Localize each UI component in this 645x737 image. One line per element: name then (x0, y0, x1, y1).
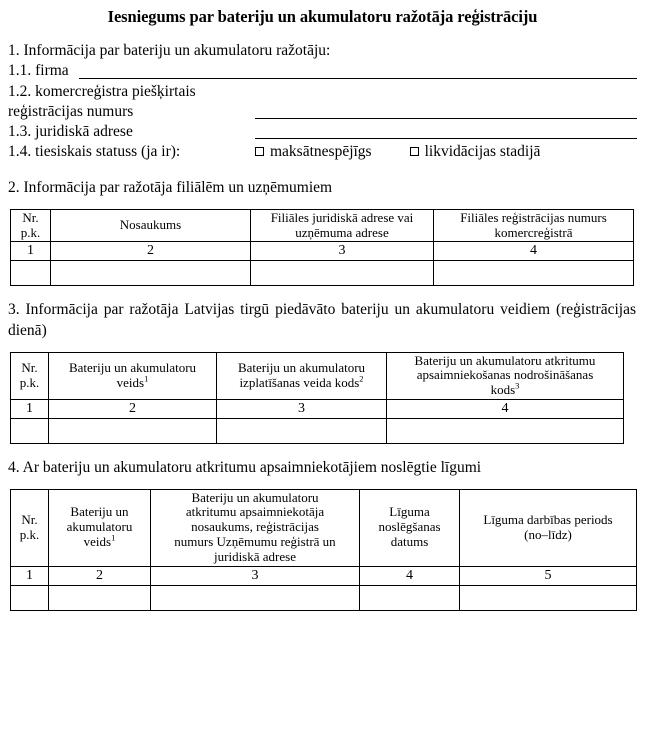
table-header-distribution-code (217, 352, 387, 399)
section-1-heading: 1. Informācija par bateriju un akumulatoru ražotāju: (8, 41, 331, 59)
section-2 (8, 178, 637, 286)
header-line-with-sup (51, 532, 148, 550)
footnote-marker: 1 (111, 532, 116, 543)
header-line: Nr. (22, 209, 39, 225)
header-line: komercreģistrā (494, 224, 573, 240)
header-line: Līguma darbības periods (483, 511, 613, 527)
header-line: veids (116, 374, 145, 390)
column-number: 2 (51, 242, 251, 261)
section-2-table-wrap (8, 209, 637, 287)
table-header-operator-details (151, 489, 360, 566)
section-4 (8, 458, 637, 611)
table-cell-empty[interactable] (49, 419, 217, 444)
header-line: p.k. (19, 526, 40, 542)
header-line: noslēgšanas (378, 519, 441, 535)
table-cell-empty[interactable] (360, 585, 460, 610)
table-branches (10, 209, 634, 287)
table-row (11, 585, 637, 610)
header-line: veids (83, 534, 112, 550)
section-3-heading: 3. Informācija par ražotāja Latvijas tirgū piedāvāto bateriju un akumulatoru veidiem (reģistrācijas dienā) (8, 301, 636, 339)
field-input-firma[interactable] (79, 78, 637, 79)
header-line: Nr. (21, 359, 38, 375)
header-line-with-sup (219, 373, 384, 391)
table-cell-empty[interactable] (434, 261, 634, 286)
header-line: nosaukums, reģistrācijas (191, 519, 319, 535)
header-line: kods (490, 382, 516, 398)
table-header-row (11, 489, 637, 566)
field-label-registration-line1: 1.2. komercreģistra piešķirtais (8, 82, 196, 100)
checkbox-label-liquidation: likvidācijas stadijā (424, 142, 541, 160)
column-number: 1 (11, 400, 49, 419)
header-line: uzņēmuma adrese (295, 224, 389, 240)
table-cell-empty[interactable] (11, 585, 49, 610)
header-line: Bateriju un (70, 504, 129, 520)
checkbox-icon[interactable] (410, 147, 419, 156)
table-row (11, 419, 624, 444)
header-line: Filiāles juridiskā adrese vai (270, 209, 414, 225)
document-page (0, 7, 645, 737)
field-input-registration[interactable] (255, 118, 637, 119)
column-number: 4 (387, 400, 624, 419)
header-line: p.k. (19, 374, 40, 390)
table-cell-empty[interactable] (217, 419, 387, 444)
field-row-registration (8, 102, 637, 122)
header-line: datums (390, 534, 429, 550)
table-header-nr (11, 209, 51, 242)
header-line: apsaimniekošanas nodrošināšanas (416, 367, 594, 383)
column-number: 5 (460, 566, 637, 585)
header-line: juridiskā adrese (214, 548, 296, 564)
table-cell-empty[interactable] (460, 585, 637, 610)
header-line: Nr. (21, 511, 38, 527)
table-number-row (11, 400, 624, 419)
field-row-legal-status (8, 142, 637, 162)
checkbox-option-insolvent[interactable] (255, 142, 372, 162)
column-number: 4 (434, 242, 634, 261)
checkbox-option-liquidation[interactable] (410, 142, 541, 162)
section-4-heading: 4. Ar bateriju un akumulatoru atkritumu apsaimniekotājiem noslēgtie līgumi (8, 459, 482, 476)
header-line: p.k. (20, 224, 41, 240)
table-header-row (11, 209, 634, 242)
table-header-nr (11, 489, 49, 566)
checkbox-icon[interactable] (255, 147, 264, 156)
header-line: akumulatoru (66, 519, 133, 535)
header-line: Filiāles reģistrācijas numurs (460, 209, 607, 225)
field-label-legal-status: 1.4. tiesiskais statuss (ja ir): (8, 142, 181, 160)
table-number-row (11, 242, 634, 261)
table-header-nr (11, 352, 49, 399)
header-line: numurs Uzņēmumu reģistrā un (174, 534, 336, 550)
section-4-table-wrap (8, 489, 637, 611)
field-label-address: 1.3. juridiskā adrese (8, 122, 133, 140)
header-line: izplatīšanas veida kods (239, 374, 360, 390)
header-line: atkritumu apsaimniekotāja (185, 504, 325, 520)
column-number: 1 (11, 242, 51, 261)
table-header-name (51, 209, 251, 242)
table-header-waste-management-code (387, 352, 624, 399)
table-cell-empty[interactable] (11, 419, 49, 444)
column-number: 3 (217, 400, 387, 419)
checkbox-label-insolvent: maksātnespējīgs (270, 142, 372, 160)
section-2-heading: 2. Informācija par ražotāja filiālēm un uzņēmumiem (8, 179, 333, 197)
table-header-battery-type (49, 489, 151, 566)
header-line: (no–līdz) (524, 526, 572, 542)
header-line: Nosaukums (119, 217, 182, 233)
column-number: 1 (11, 566, 49, 585)
footnote-marker: 3 (515, 380, 520, 391)
column-number: 3 (251, 242, 434, 261)
page-title: Iesniegums par bateriju un akumulatoru ražotāja reģistrāciju (107, 7, 538, 26)
table-header-contract-period (460, 489, 637, 566)
field-label-registration-line2: reģistrācijas numurs (8, 102, 134, 120)
table-battery-types (10, 352, 624, 444)
table-cell-empty[interactable] (11, 261, 51, 286)
table-header-battery-type (49, 352, 217, 399)
table-number-row (11, 566, 637, 585)
field-row-address (8, 122, 637, 142)
table-header-contract-date (360, 489, 460, 566)
field-input-address[interactable] (255, 138, 637, 139)
column-number: 2 (49, 400, 217, 419)
table-header-row (11, 352, 624, 399)
table-cell-empty[interactable] (387, 419, 624, 444)
column-number: 4 (360, 566, 460, 585)
header-line: Bateriju un akumulatoru (191, 489, 319, 505)
table-header-branch-address (251, 209, 434, 242)
table-header-branch-regnumber (434, 209, 634, 242)
field-row-firma (8, 61, 637, 81)
field-label-firma: 1.1. firma (8, 62, 69, 80)
header-line-with-sup (51, 373, 214, 391)
table-cell-empty[interactable] (251, 261, 434, 286)
table-row (11, 261, 634, 286)
footnote-marker: 2 (359, 373, 364, 384)
header-line: Bateriju un akumulatoru (237, 359, 366, 375)
column-number: 3 (151, 566, 360, 585)
table-cell-empty[interactable] (49, 585, 151, 610)
header-line: Līguma (389, 504, 430, 520)
header-line: Bateriju un akumulatoru atkritumu (414, 352, 596, 368)
table-cell-empty[interactable] (51, 261, 251, 286)
section-1 (8, 41, 637, 162)
table-contracts (10, 489, 637, 611)
column-number: 2 (49, 566, 151, 585)
table-cell-empty[interactable] (151, 585, 360, 610)
footnote-marker: 1 (144, 373, 149, 384)
header-line: Bateriju un akumulatoru (68, 359, 197, 375)
section-3 (8, 300, 637, 444)
section-3-table-wrap (8, 352, 637, 444)
header-line-with-sup (389, 380, 621, 398)
